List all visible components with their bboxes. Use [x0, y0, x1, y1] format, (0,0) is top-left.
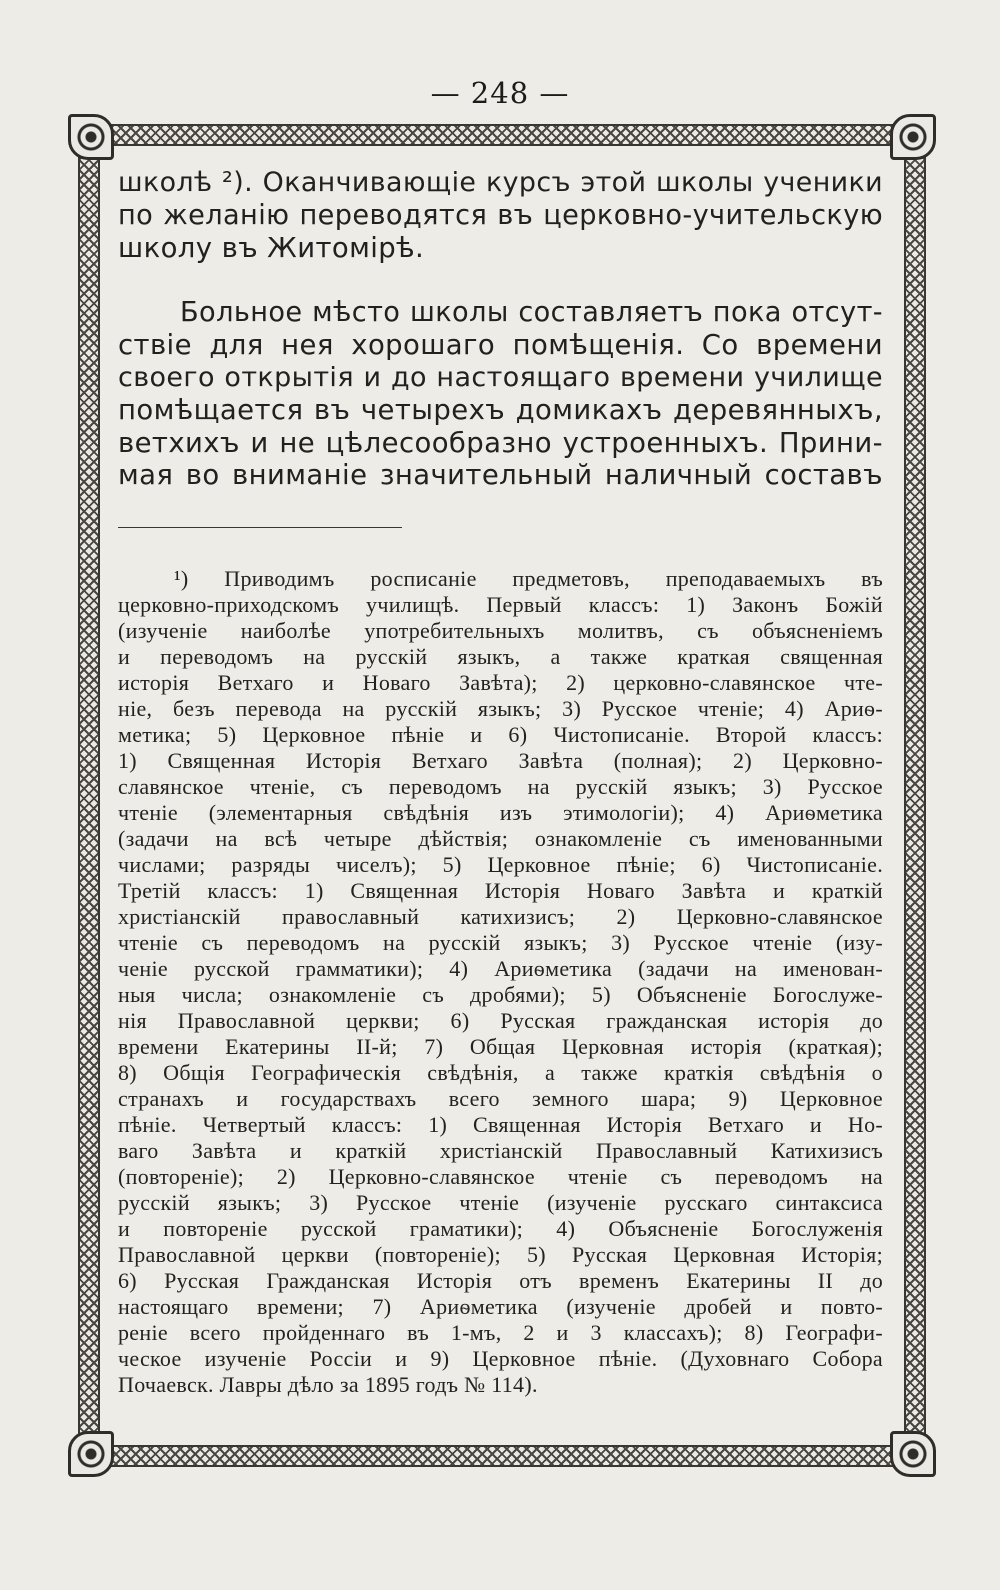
footnote-line: чтеніе съ переводомъ на русскій языкъ; 3) Русское чтеніе (изу- [118, 930, 883, 955]
footnote-line: (задачи на всѣ четыре дѣйствія; ознакомленіе съ именованными [118, 826, 883, 851]
footnote-line: числами; разряды чиселъ); 5) Церковное пѣніе; 6) Чистописаніе. [118, 852, 883, 877]
footnote-line: 6) Русская Гражданская Исторія отъ временъ Екатерины II до [118, 1268, 883, 1293]
main-text-line-content: Больное мѣсто школы составляетъ пока отсут- [180, 296, 883, 328]
footnote-line: 8) Общія Географическія свѣдѣнія, а также краткія свѣдѣнія о [118, 1060, 883, 1085]
footnote-line: метика; 5) Церковное пѣніе и 6) Чистописаніе. Второй классъ: [118, 722, 883, 747]
footnote-line: русскій языкъ; 3) Русское чтеніе (изученіе русскаго синтаксиса [118, 1190, 883, 1215]
main-text-line: школѣ ²). Оканчивающіе курсъ этой школы ученики [118, 167, 883, 198]
page-number: — 248 — [430, 76, 570, 110]
footnote-line: (повтореніе); 2) Церковно-славянское чтеніе съ переводомъ на [118, 1164, 883, 1189]
frame-left-border [78, 124, 100, 1467]
main-text-line: ветхихъ и не цѣлесообразно устроенныхъ. Прини- [118, 426, 883, 459]
frame-bottom-border [78, 1445, 926, 1467]
footnote-line: Почаевск. Лавры дѣло за 1895 годъ № 114). [118, 1372, 538, 1397]
footnote-line: исторія Ветхаго и Новаго Завѣта); 2) церковно-славянское чте- [118, 670, 883, 695]
main-text-line: ствіе для нея хорошаго помѣщенія. Со времени [118, 329, 883, 361]
footnote-line: славянское чтеніе, съ переводомъ на русскій языкъ; 3) Русское [118, 774, 883, 799]
frame-corner-ornament [68, 114, 114, 160]
main-text-line: своего открытія и до настоящаго времени училище [118, 361, 883, 393]
footnote-line: ваго Завѣта и краткій христіанскій Православный Катихизисъ [118, 1138, 883, 1163]
footnote [118, 566, 883, 1398]
frame-corner-ornament [890, 1431, 936, 1477]
footnote-line [118, 566, 883, 592]
footnote-line: церковно-приходскомъ училищѣ. Первый классъ: 1) Законъ Божій [118, 592, 883, 617]
footnote-line: ніе, безъ перевода на русскій языкъ; 3) Русское чтеніе; 4) Ариѳ- [118, 696, 883, 721]
footnote-line: ченіе русской грамматики); 4) Ариѳметика (задачи на именован- [118, 956, 883, 981]
main-text-line: помѣщается въ четырехъ домикахъ деревянныхъ, [118, 394, 883, 426]
main-text [118, 167, 883, 492]
footnote-line: настоящаго времени; 7) Ариѳметика (изученіе дробей и повто- [118, 1294, 883, 1319]
footnote-line: ческое изученіе Россіи и 9) Церковное пѣніе. (Духовнаго Собора [118, 1346, 883, 1371]
frame-corner-ornament [890, 114, 936, 160]
footnote-line: странахъ и государствахъ всего земного шара; 9) Церковное [118, 1086, 883, 1111]
footnote-line: христіанскій православный катихизисъ; 2) Церковно-славянское [118, 904, 883, 929]
footnote-line: Третій классъ: 1) Священная Исторія Новаго Завѣта и краткій [118, 878, 883, 903]
footnote-line: и переводомъ на русскій языкъ, а также краткая священная [118, 644, 883, 669]
footnote-line: и повтореніе русской граматики); 4) Объясненіе Богослуженія [118, 1216, 883, 1241]
footnote-line: реніе всего пройденнаго въ 1-мъ, 2 и 3 классахъ); 8) Географи- [118, 1320, 883, 1345]
main-text-line: по желанію переводятся въ церковно-учительскую [118, 199, 883, 231]
frame-top-border [78, 124, 926, 146]
frame-right-border [904, 124, 926, 1467]
footnote-line: (изученіе наиболѣе употребительныхъ молитвъ, съ объясненіемъ [118, 618, 883, 643]
frame-corner-ornament [68, 1431, 114, 1477]
footnote-line: чтеніе (элементарныя свѣдѣнія изъ этимологіи); 4) Ариѳметика [118, 800, 883, 825]
main-text-line [118, 297, 883, 330]
footnote-line: времени Екатерины II-й; 7) Общая Церковная исторія (краткая); [118, 1034, 883, 1059]
main-text-line: мая во вниманіе значительный наличный составъ [118, 459, 883, 491]
footnote-separator-rule [118, 527, 402, 528]
footnote-line: Православной церкви (повтореніе); 5) Русская Церковная Исторія; [118, 1242, 883, 1267]
footnote-line: нія Православной церкви; 6) Русская гражданская исторія до [118, 1008, 883, 1033]
footnote-line: 1) Священная Исторія Ветхаго Завѣта (полная); 2) Церковно- [118, 748, 883, 773]
footnote-line-content: ¹) Приводимъ росписаніе предметовъ, преподаваемыхъ въ [174, 566, 883, 591]
main-text-line: школу въ Житомірѣ. [118, 232, 425, 264]
footnote-line: ныя числа; ознакомленіе съ дробями); 5) Объясненіе Богослуже- [118, 982, 883, 1007]
footnote-line: пѣніе. Четвертый классъ: 1) Священная Исторія Ветхаго и Но- [118, 1112, 883, 1137]
